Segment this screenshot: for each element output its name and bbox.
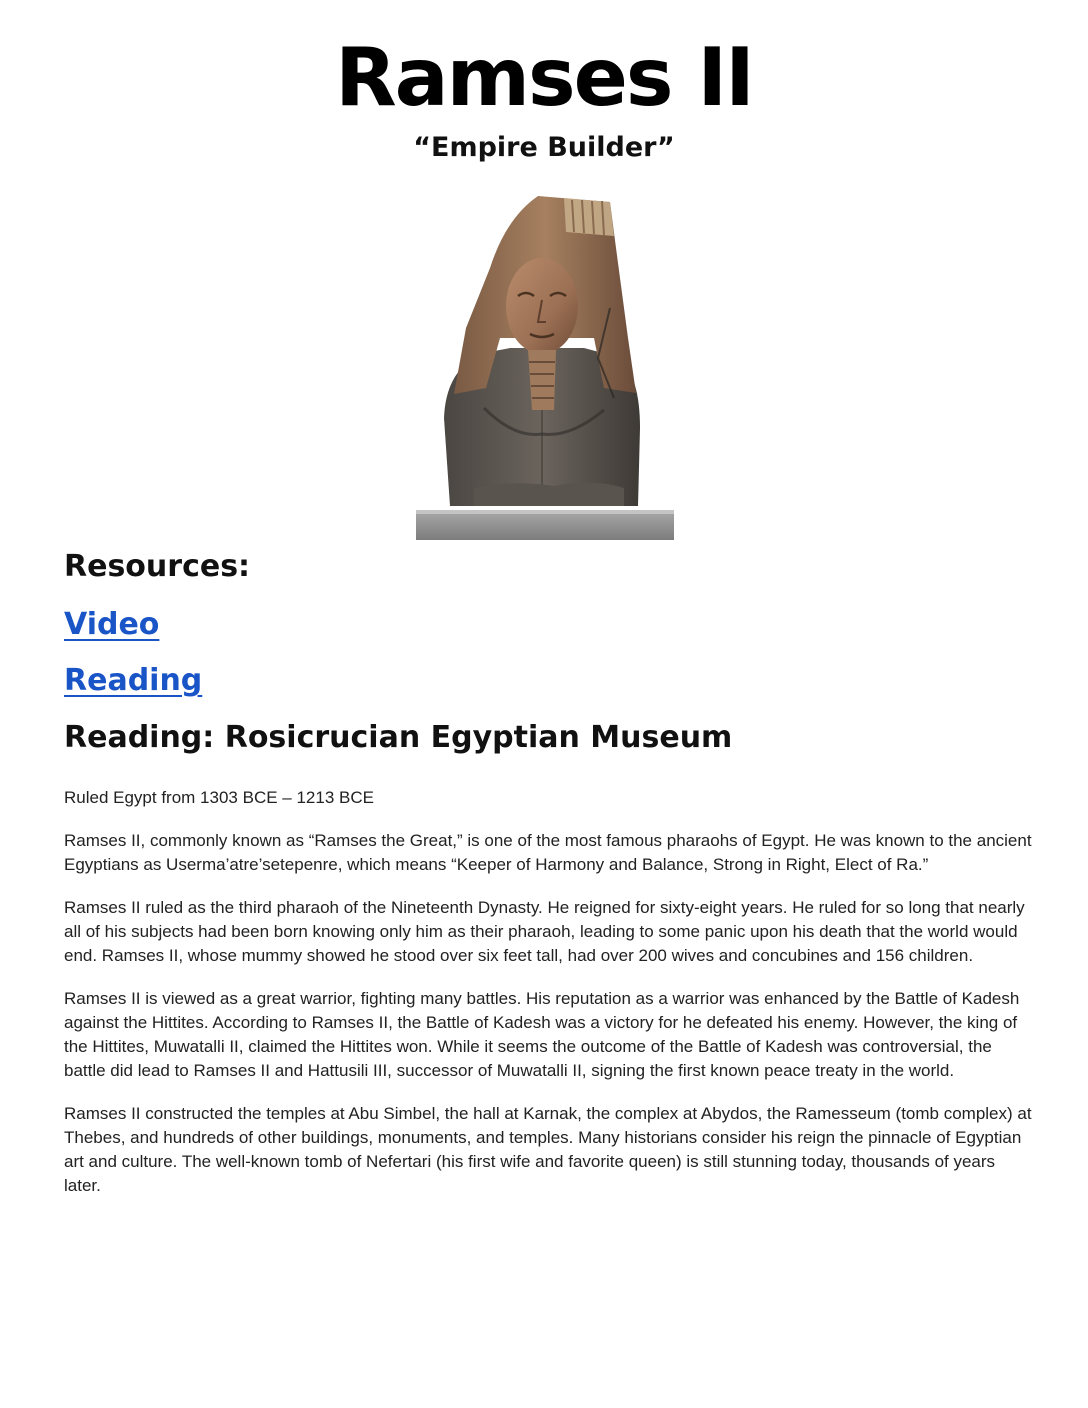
reading-heading: Reading: Rosicrucian Egyptian Museum <box>64 720 733 755</box>
reading-body <box>64 786 1032 1217</box>
paragraph-monuments: Ramses II constructed the temples at Abu Simbel, the hall at Karnak, the complex at Abydos, the Ramesseum (tomb complex) at Thebes, and hundreds of other buildings, monuments, and temples. Many historians consider his reign the pinnacle of Egyptian art and culture. The well-known tomb of Nefertari (his first wife and favorite queen) is still stunning today, thousands of years later. <box>64 1104 1032 1195</box>
video-link[interactable]: Video <box>64 607 160 642</box>
paragraph-warrior: Ramses II is viewed as a great warrior, fighting many battles. His reputation as a warrior was enhanced by the Battle of Kadesh against the Hittites. According to Ramses II, the Battle of Kadesh was a victory for he defeated his enemy. However, the king of the Hittites, Muwatalli II, claimed the Hittites won. While it seems the outcome of the Battle of Kadesh was controversial, the battle did lead to Ramses II and Hattusili III, successor of Muwatalli II, signing the first known peace treaty in the world. <box>64 989 1020 1080</box>
paragraph-reign-dates: Ruled Egypt from 1303 BCE – 1213 BCE <box>64 788 374 807</box>
reading-link[interactable]: Reading <box>64 663 203 698</box>
resources-heading: Resources: <box>64 549 251 584</box>
page-subtitle: “Empire Builder” <box>413 132 675 163</box>
paragraph-intro: Ramses II, commonly known as “Ramses the Great,” is one of the most famous pharaohs of Egypt. He was known to the ancient Egyptians as Userma’atre’setepenre, which means “Keeper of Harmony and Balance, Strong in Right, Elect of Ra.” <box>64 831 1032 874</box>
paragraph-dynasty: Ramses II ruled as the third pharaoh of the Nineteenth Dynasty. He reigned for sixty-eight years. He ruled for so long that nearly all of his subjects had been born knowing only him as their pharaoh, leading to some panic upon his death that the world would end. Ramses II, whose mummy showed he stood over six feet tall, had over 200 wives and concubines and 156 children. <box>64 898 1025 965</box>
pharaoh-bust-image <box>414 188 676 542</box>
page-title: Ramses II <box>335 31 753 124</box>
